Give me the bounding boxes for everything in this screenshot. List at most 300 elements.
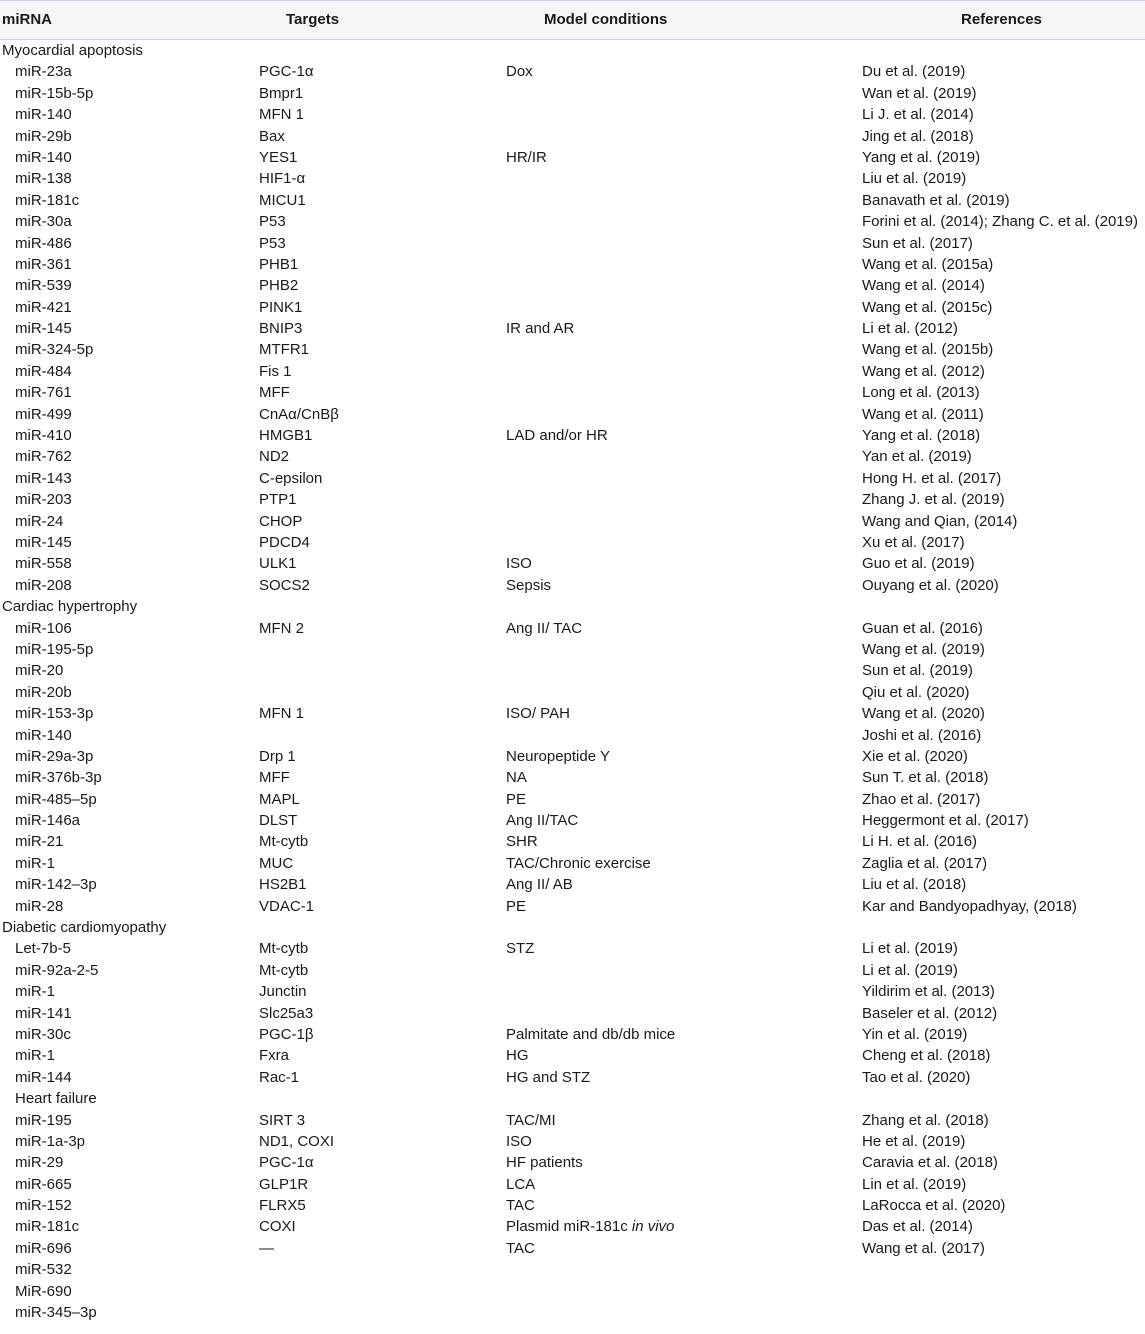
cell-mirna <box>15 511 63 532</box>
cell-model-conditions <box>506 425 608 446</box>
cell-mirna-text: miR-1 <box>15 854 55 872</box>
table-header <box>0 0 1145 40</box>
cell-targets-text: PTP1 <box>259 491 297 509</box>
cell-mirna-text: miR-1 <box>15 983 55 1001</box>
cell-mirna-text: miR-539 <box>15 277 72 295</box>
cell-targets-text: P53 <box>259 234 286 252</box>
cell-targets-text: MAPL <box>259 790 300 808</box>
table-row <box>0 1195 1145 1216</box>
cell-mirna-text: miR-92a-2-5 <box>15 961 99 979</box>
cell-targets <box>259 489 297 510</box>
cell-mirna <box>15 104 72 125</box>
cell-mirna <box>15 618 72 639</box>
cell-mirna-text: miR-144 <box>15 1068 72 1086</box>
cell-targets-text: MICU1 <box>259 191 306 209</box>
cell-model-conditions-text: LCA <box>506 1175 536 1193</box>
section-label: Diabetic cardiomyopathy <box>2 919 167 937</box>
cell-mirna-text: miR-153-3p <box>15 705 94 723</box>
cell-references <box>862 981 995 1002</box>
cell-targets-text: Slc25a3 <box>259 1004 314 1022</box>
cell-targets-text: SOCS2 <box>259 576 310 594</box>
cell-model-conditions-text: ISO <box>506 555 532 573</box>
cell-model-conditions-text: PE <box>506 790 527 808</box>
table-row <box>0 1302 1145 1323</box>
table-row <box>0 382 1145 403</box>
cell-targets <box>259 896 314 917</box>
table-row <box>0 361 1145 382</box>
cell-targets <box>259 275 298 296</box>
cell-references-text: Li et al. (2019) <box>862 940 958 958</box>
cell-model-conditions <box>506 618 582 639</box>
cell-references <box>862 532 965 553</box>
cell-references-text: Zhao et al. (2017) <box>862 790 981 808</box>
cell-mirna <box>15 254 72 275</box>
cell-model-conditions-text: Sepsis <box>506 576 552 594</box>
cell-mirna <box>15 126 72 147</box>
cell-mirna <box>15 1281 72 1302</box>
cell-mirna <box>15 1067 72 1088</box>
cell-mirna-text: miR-532 <box>15 1261 72 1279</box>
cell-mirna <box>15 532 72 553</box>
cell-targets <box>259 767 290 788</box>
cell-model-conditions <box>506 810 578 831</box>
cell-model-conditions-text: IR and AR <box>506 320 575 338</box>
cell-mirna-text: miR-138 <box>15 170 72 188</box>
cell-references <box>862 767 988 788</box>
cell-mirna-text: miR-208 <box>15 576 72 594</box>
cell-targets <box>259 618 304 639</box>
cell-targets <box>259 126 285 147</box>
cell-references-text: Sun T. et al. (2018) <box>862 769 989 787</box>
cell-targets <box>259 83 303 104</box>
cell-model-conditions <box>506 896 526 917</box>
cell-targets <box>259 532 310 553</box>
cell-targets <box>259 211 286 232</box>
cell-model-conditions-text: HG and STZ <box>506 1068 591 1086</box>
cell-targets <box>259 339 309 360</box>
table-row <box>0 1152 1145 1173</box>
cell-references <box>862 61 965 82</box>
cell-references-text: Li J. et al. (2014) <box>862 106 974 124</box>
cell-model-conditions <box>506 1024 675 1045</box>
section-heading <box>0 596 1145 617</box>
cell-references-text: Jing et al. (2018) <box>862 127 974 145</box>
cell-targets <box>259 1067 299 1088</box>
cell-references-text: Yang et al. (2018) <box>862 427 981 445</box>
table-row <box>0 1045 1145 1066</box>
cell-targets <box>259 233 286 254</box>
cell-references-text: Guo et al. (2019) <box>862 555 975 573</box>
cell-mirna <box>15 1195 72 1216</box>
cell-model-conditions-text: HF patients <box>506 1154 583 1172</box>
cell-mirna <box>15 275 72 296</box>
cell-model-conditions-text: TAC <box>506 1239 535 1257</box>
cell-targets <box>259 1110 305 1131</box>
cell-mirna-text: miR-324-5p <box>15 341 94 359</box>
table-row <box>0 639 1145 660</box>
cell-references-text: Long et al. (2013) <box>862 384 980 402</box>
cell-targets <box>259 318 302 339</box>
cell-mirna-text: MiR-690 <box>15 1282 72 1300</box>
cell-targets <box>259 1131 334 1152</box>
table-row <box>0 981 1145 1002</box>
cell-mirna-text: miR-29a-3p <box>15 747 94 765</box>
cell-references-text: Yan et al. (2019) <box>862 448 972 466</box>
cell-model-conditions <box>506 789 526 810</box>
table-row <box>0 489 1145 510</box>
table-row <box>0 147 1145 168</box>
cell-mirna-text: miR-203 <box>15 491 72 509</box>
cell-mirna <box>15 404 72 425</box>
cell-targets <box>259 404 339 425</box>
cell-mirna <box>15 767 102 788</box>
cell-mirna <box>15 896 63 917</box>
cell-references <box>862 1195 1005 1216</box>
cell-model-conditions <box>506 767 527 788</box>
cell-references-text: Zaglia et al. (2017) <box>862 854 988 872</box>
cell-mirna <box>15 1131 85 1152</box>
table-row <box>0 425 1145 446</box>
cell-mirna <box>15 83 93 104</box>
cell-model-conditions <box>506 1174 535 1195</box>
cell-targets <box>259 853 293 874</box>
cell-references-text: Liu et al. (2018) <box>862 876 967 894</box>
cell-targets-text: Fxra <box>259 1047 289 1065</box>
cell-mirna-text: miR-499 <box>15 405 72 423</box>
table-row <box>0 339 1145 360</box>
cell-targets <box>259 361 292 382</box>
cell-targets <box>259 147 297 168</box>
cell-mirna <box>15 660 63 681</box>
cell-references-text: Sun et al. (2019) <box>862 662 973 680</box>
cell-mirna <box>15 1045 55 1066</box>
cell-mirna <box>15 147 72 168</box>
cell-references-text: Wang et al. (2014) <box>862 277 985 295</box>
table-row <box>0 682 1145 703</box>
section-heading <box>0 917 1145 938</box>
header-references: References <box>961 11 1042 28</box>
cell-model-conditions-text: Ang II/TAC <box>506 812 579 830</box>
cell-mirna-text: miR-558 <box>15 555 72 573</box>
cell-model-conditions-text: Plasmid miR-181c <box>506 1218 632 1236</box>
cell-mirna <box>15 1174 72 1195</box>
table-row <box>0 553 1145 574</box>
cell-mirna <box>15 1238 72 1259</box>
cell-targets <box>259 789 300 810</box>
cell-targets <box>259 1195 306 1216</box>
cell-references-text: Zhang et al. (2018) <box>862 1111 989 1129</box>
cell-targets <box>259 104 304 125</box>
cell-references <box>862 746 968 767</box>
cell-targets-text: Rac-1 <box>259 1068 300 1086</box>
cell-references-text: Baseler et al. (2012) <box>862 1004 998 1022</box>
section-heading <box>0 1088 1145 1109</box>
cell-model-conditions <box>506 1216 674 1237</box>
cell-mirna-text: miR-485–5p <box>15 790 97 808</box>
cell-targets-text: HIF1-α <box>259 170 306 188</box>
cell-targets-text: ND1, COXI <box>259 1132 335 1150</box>
cell-references <box>862 1045 990 1066</box>
cell-model-conditions <box>506 1110 556 1131</box>
cell-model-conditions <box>506 553 532 574</box>
cell-model-conditions-text: Ang II/ AB <box>506 876 573 894</box>
cell-targets <box>259 190 306 211</box>
cell-mirna-text: miR-665 <box>15 1175 72 1193</box>
cell-mirna <box>15 339 93 360</box>
cell-references-text: Guan et al. (2016) <box>862 619 983 637</box>
cell-mirna <box>15 168 72 189</box>
cell-targets <box>259 1174 308 1195</box>
cell-references <box>862 126 974 147</box>
cell-targets <box>259 810 297 831</box>
cell-references <box>862 318 958 339</box>
cell-model-conditions <box>506 746 610 767</box>
cell-references <box>862 511 1017 532</box>
section-heading <box>0 40 1145 61</box>
cell-references <box>862 339 993 360</box>
cell-targets <box>259 425 312 446</box>
cell-targets-text: MFN 1 <box>259 705 304 723</box>
cell-mirna <box>15 361 72 382</box>
cell-mirna <box>15 468 72 489</box>
table-row <box>0 746 1145 767</box>
cell-references <box>862 168 966 189</box>
cell-references <box>862 1216 973 1237</box>
header-targets: Targets <box>286 11 340 28</box>
cell-targets-text: MFF <box>259 769 290 787</box>
cell-targets-text: VDAC-1 <box>259 897 315 915</box>
cell-mirna <box>15 831 63 852</box>
cell-mirna-text: miR-410 <box>15 427 72 445</box>
cell-references <box>862 1131 965 1152</box>
cell-mirna-text: miR-142–3p <box>15 876 97 894</box>
cell-targets-text: Junctin <box>259 983 307 1001</box>
cell-mirna-text: miR-28 <box>15 897 64 915</box>
cell-mirna <box>15 190 79 211</box>
cell-model-conditions-text: NA <box>506 769 527 787</box>
cell-model-conditions-text: PE <box>506 897 527 915</box>
cell-references <box>862 703 985 724</box>
cell-targets <box>259 468 322 489</box>
cell-model-conditions <box>506 147 547 168</box>
table-row <box>0 896 1145 917</box>
cell-model-conditions <box>506 575 551 596</box>
cell-model-conditions-text: STZ <box>506 940 535 958</box>
cell-mirna-text: miR-376b-3p <box>15 769 102 787</box>
cell-mirna-text: Let-7b-5 <box>15 940 71 958</box>
cell-mirna-text: miR-30c <box>15 1025 71 1043</box>
cell-references <box>862 874 966 895</box>
table-row <box>0 1110 1145 1131</box>
table-row <box>0 126 1145 147</box>
cell-targets <box>259 297 302 318</box>
cell-mirna <box>15 425 72 446</box>
table-row <box>0 1216 1145 1237</box>
cell-mirna-text: miR-145 <box>15 320 72 338</box>
cell-references-text: Zhang J. et al. (2019) <box>862 491 1005 509</box>
cell-mirna-text: miR-140 <box>15 726 72 744</box>
cell-references <box>862 853 987 874</box>
table-row <box>0 1259 1145 1280</box>
cell-mirna <box>15 446 72 467</box>
cell-model-conditions <box>506 703 570 724</box>
cell-references-text: Das et al. (2014) <box>862 1218 973 1236</box>
table-row <box>0 532 1145 553</box>
cell-references <box>862 1067 970 1088</box>
table-row <box>0 104 1145 125</box>
header-mirna: miRNA <box>2 11 53 28</box>
cell-mirna-text: miR-21 <box>15 833 64 851</box>
cell-targets-text: BNIP3 <box>259 320 303 338</box>
cell-model-conditions-text: TAC/Chronic exercise <box>506 854 651 872</box>
cell-mirna <box>15 489 72 510</box>
cell-mirna-text: miR-30a <box>15 213 72 231</box>
cell-references <box>862 960 958 981</box>
cell-targets-text: HS2B1 <box>259 876 307 894</box>
cell-targets <box>259 511 302 532</box>
cell-mirna <box>15 211 72 232</box>
cell-references <box>862 147 980 168</box>
cell-mirna <box>15 575 72 596</box>
cell-model-conditions-text: TAC/MI <box>506 1111 556 1129</box>
cell-mirna-text: miR-486 <box>15 234 72 252</box>
table-row <box>0 1067 1145 1088</box>
cell-references <box>862 468 1001 489</box>
section-label: Heart failure <box>15 1090 97 1108</box>
table-row <box>0 575 1145 596</box>
cell-references <box>862 810 1029 831</box>
cell-targets-text: Drp 1 <box>259 747 296 765</box>
cell-references <box>862 831 977 852</box>
cell-mirna <box>15 1024 71 1045</box>
table-row <box>0 938 1145 959</box>
cell-mirna-text: miR-1 <box>15 1047 55 1065</box>
cell-references-text: Xu et al. (2017) <box>862 533 965 551</box>
cell-references-text: Joshi et al. (2016) <box>862 726 982 744</box>
cell-mirna <box>15 981 55 1002</box>
cell-references <box>862 297 992 318</box>
cell-targets-text: PGC-1α <box>259 1154 314 1172</box>
cell-targets-text: ULK1 <box>259 555 297 573</box>
cell-mirna-text: miR-15b-5p <box>15 84 94 102</box>
cell-targets <box>259 703 304 724</box>
cell-references-text: Wang and Qian, (2014) <box>862 512 1018 530</box>
cell-targets <box>259 874 307 895</box>
cell-references <box>862 382 980 403</box>
table-row <box>0 810 1145 831</box>
table-row <box>0 1131 1145 1152</box>
cell-mirna-text: miR-195-5p <box>15 640 94 658</box>
cell-mirna <box>15 297 72 318</box>
cell-targets <box>259 575 310 596</box>
cell-references-text: Yin et al. (2019) <box>862 1025 968 1043</box>
cell-targets-text: MFN 2 <box>259 619 304 637</box>
cell-mirna-text: miR-29 <box>15 1154 64 1172</box>
cell-references-text: Wang et al. (2012) <box>862 362 985 380</box>
cell-model-conditions-text: HG <box>506 1047 529 1065</box>
cell-mirna-text: miR-23a <box>15 63 72 81</box>
cell-targets-text: PDCD4 <box>259 533 310 551</box>
cell-mirna-text: miR-141 <box>15 1004 72 1022</box>
cell-references-text: He et al. (2019) <box>862 1132 966 1150</box>
cell-references-text: Liu et al. (2019) <box>862 170 967 188</box>
header-model-conditions: Model conditions <box>544 11 668 28</box>
cell-mirna-text: miR-421 <box>15 298 72 316</box>
table-row <box>0 853 1145 874</box>
cell-references-text: Wang et al. (2011) <box>862 405 984 423</box>
cell-targets-text: PHB2 <box>259 277 299 295</box>
cell-targets-text: Mt-cytb <box>259 961 309 979</box>
cell-references-text: Cheng et al. (2018) <box>862 1047 991 1065</box>
cell-mirna <box>15 703 93 724</box>
cell-targets-text: Bax <box>259 127 285 145</box>
cell-mirna <box>15 810 80 831</box>
cell-references-text: Wang et al. (2015a) <box>862 255 994 273</box>
cell-mirna-text: miR-146a <box>15 812 81 830</box>
cell-mirna <box>15 1302 97 1323</box>
cell-references-text: Li et al. (2012) <box>862 320 958 338</box>
table-row <box>0 511 1145 532</box>
cell-targets <box>259 1045 289 1066</box>
cell-targets <box>259 61 314 82</box>
cell-targets <box>259 831 308 852</box>
cell-mirna-text: miR-143 <box>15 469 72 487</box>
table-row <box>0 960 1145 981</box>
table-row <box>0 1238 1145 1259</box>
cell-references <box>862 618 983 639</box>
cell-mirna <box>15 639 93 660</box>
cell-mirna-text: miR-181c <box>15 191 80 209</box>
cell-references-text: Kar and Bandyopadhyay, (2018) <box>862 897 1077 915</box>
cell-targets-text: MUC <box>259 854 294 872</box>
cell-mirna-text: miR-345–3p <box>15 1304 97 1322</box>
cell-mirna <box>15 746 93 767</box>
cell-model-conditions <box>506 1067 590 1088</box>
cell-references-text: LaRocca et al. (2020) <box>862 1197 1006 1215</box>
cell-targets-text: YES1 <box>259 148 298 166</box>
table-row <box>0 190 1145 211</box>
cell-model-conditions-text: SHR <box>506 833 538 851</box>
cell-targets-text: FLRX5 <box>259 1197 306 1215</box>
cell-targets <box>259 168 305 189</box>
cell-targets <box>259 382 290 403</box>
table-row <box>0 703 1145 724</box>
section-label: Myocardial apoptosis <box>2 42 143 59</box>
cell-mirna <box>15 233 72 254</box>
table-row <box>0 1003 1145 1024</box>
cell-targets-text: CHOP <box>259 512 303 530</box>
cell-model-conditions <box>506 1238 535 1259</box>
cell-mirna <box>15 682 72 703</box>
table-row <box>0 404 1145 425</box>
cell-targets <box>259 1024 313 1045</box>
cell-references <box>862 896 1077 917</box>
table-row <box>0 789 1145 810</box>
cell-targets-text: P53 <box>259 213 286 231</box>
cell-mirna-text: miR-140 <box>15 148 72 166</box>
cell-references <box>862 361 985 382</box>
cell-model-conditions <box>506 853 651 874</box>
cell-mirna-text: miR-29b <box>15 127 72 145</box>
table-row <box>0 233 1145 254</box>
cell-mirna-text: miR-152 <box>15 1197 72 1215</box>
cell-references <box>862 489 1005 510</box>
table-row <box>0 275 1145 296</box>
cell-targets-text: PINK1 <box>259 298 303 316</box>
cell-model-conditions <box>506 318 574 339</box>
cell-mirna <box>15 960 98 981</box>
cell-mirna <box>15 725 72 746</box>
